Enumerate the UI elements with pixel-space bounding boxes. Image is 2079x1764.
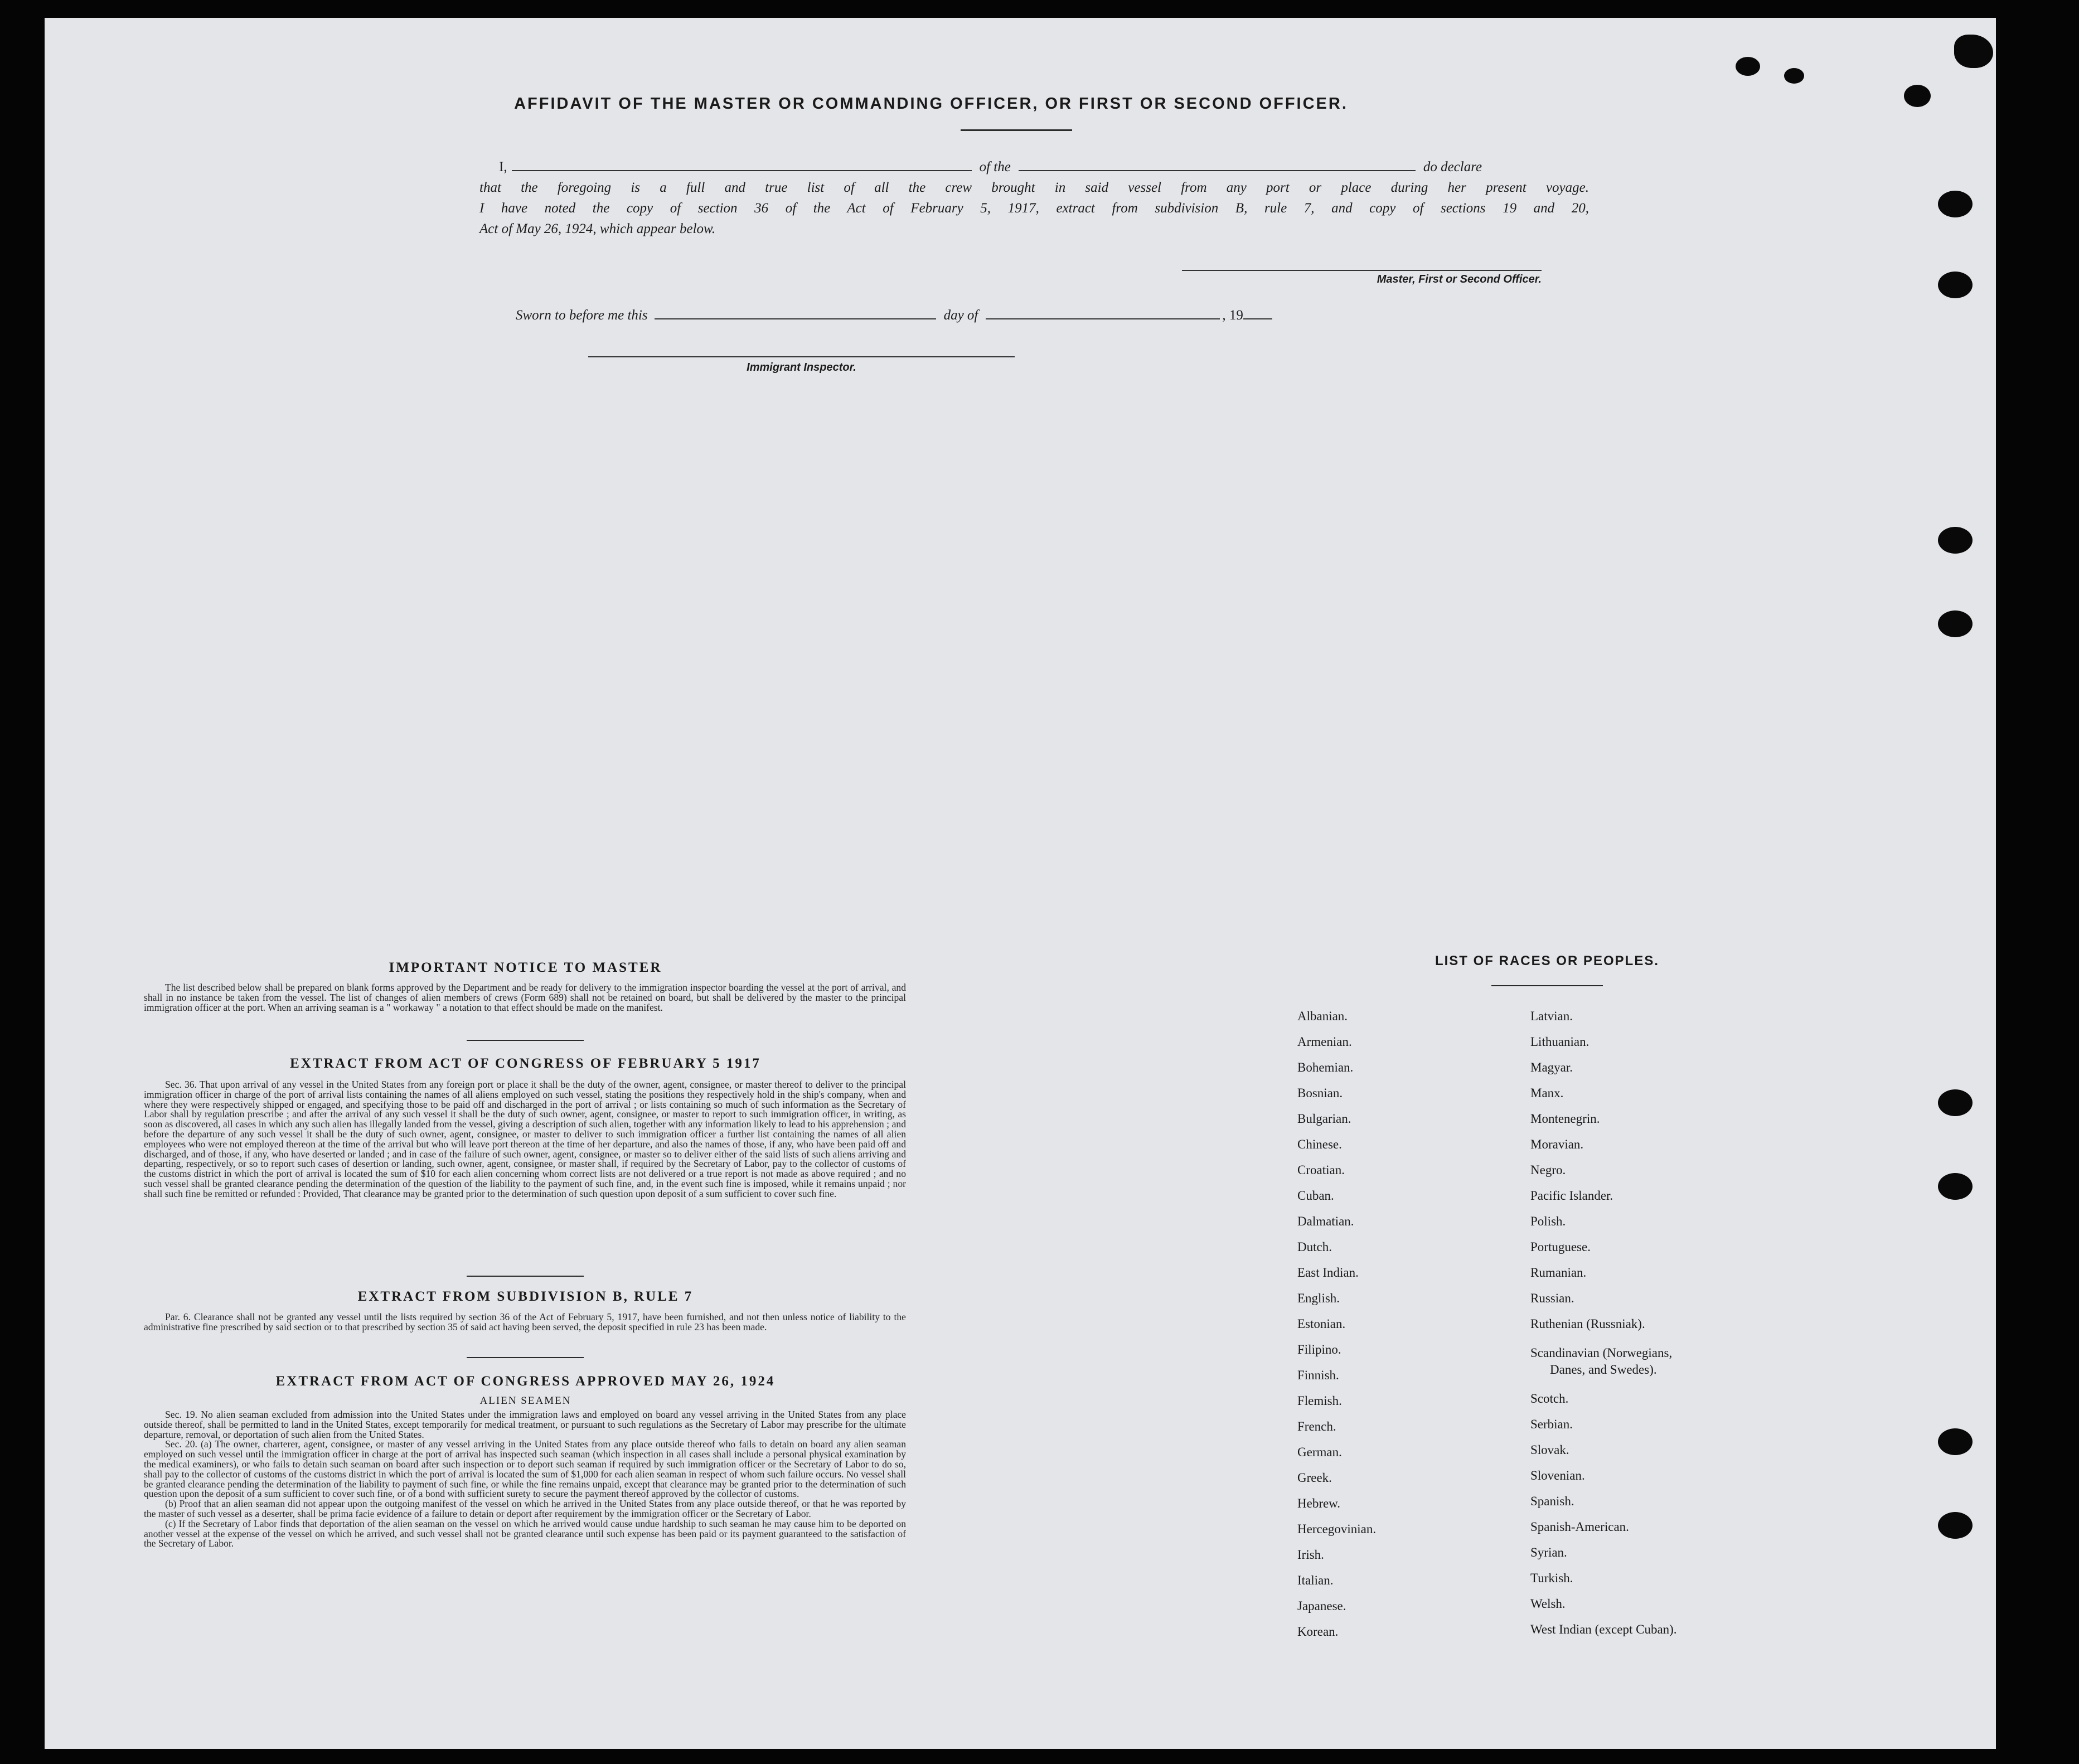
rule-7-title: EXTRACT FROM SUBDIVISION B, RULE 7: [357, 1289, 694, 1304]
race-item: Albanian.: [1297, 1009, 1348, 1023]
race-item: Danes, and Swedes).: [1550, 1363, 1657, 1377]
race-item: Slovenian.: [1530, 1469, 1585, 1482]
sworn-label: Sworn to before me this: [516, 308, 648, 323]
rule-7-body: [144, 1312, 906, 1332]
sworn-year-field[interactable]: [1243, 316, 1272, 319]
race-item: Serbian.: [1530, 1417, 1573, 1431]
race-item: Flemish.: [1297, 1394, 1342, 1408]
race-item: Pacific Islander.: [1530, 1189, 1613, 1203]
declaration-line-4: Act of May 26, 1924, which appear below.: [479, 221, 716, 236]
punch-hole: [1904, 85, 1931, 107]
sworn-day-field[interactable]: [655, 316, 936, 319]
affidavit-title: AFFIDAVIT OF THE MASTER OR COMMANDING OFFICER, OR FIRST OR SECOND OFFICER.: [514, 95, 1348, 113]
race-item: Turkish.: [1530, 1571, 1573, 1585]
race-item: Ruthenian (Russniak).: [1530, 1317, 1645, 1331]
day-of-label: day of: [943, 308, 978, 323]
race-item: French.: [1297, 1419, 1336, 1433]
race-item: Dutch.: [1297, 1240, 1332, 1254]
section-divider: [467, 1357, 584, 1358]
race-item: Japanese.: [1297, 1599, 1346, 1613]
race-item: Latvian.: [1530, 1009, 1573, 1023]
race-item: Filipino.: [1297, 1343, 1341, 1356]
race-item: Magyar.: [1530, 1060, 1573, 1074]
race-item: Negro.: [1530, 1163, 1566, 1177]
extract-1917-title: EXTRACT FROM ACT OF CONGRESS OF FEBRUARY 5 1917: [290, 1056, 761, 1071]
extract-1924-title: EXTRACT FROM ACT OF CONGRESS APPROVED MAY 26, 1924: [275, 1374, 776, 1389]
sworn-line: [516, 308, 1272, 323]
declarant-prefix: I,: [499, 159, 507, 175]
race-item: Manx.: [1530, 1086, 1564, 1100]
races-title: LIST OF RACES OR PEOPLES.: [1435, 953, 1660, 968]
punch-hole: [1938, 272, 1973, 298]
race-item: Italian.: [1297, 1573, 1334, 1587]
year-prefix: , 19: [1222, 308, 1243, 323]
race-item: Croatian.: [1297, 1163, 1345, 1177]
ink-blot: [1784, 68, 1804, 84]
punch-hole: [1938, 527, 1973, 554]
punch-hole: [1938, 1512, 1973, 1539]
sec-20b-paragraph: (b) Proof that an alien seaman did not appear upon the outgoing manifest of the vessel on which he arrived in the United States from any place outside thereof, or that he was reported by the master of such vessel as a deserter, shall be prima facie evidence of a failure to detain or deport after requirement by the immigration officer or the Secretary of Labor.: [144, 1498, 906, 1519]
race-item: Dalmatian.: [1297, 1214, 1354, 1228]
par-6-paragraph: Par. 6. Clearance shall not be granted any vessel until the lists required by section 36 of the Act of February 5, 1917, have been furnished, and not then unless notice of liability to the administrative fine prescribed by said section or to that prescribed by section 35 of said act having been served, the deposit specified in rule 23 has been made.: [144, 1311, 906, 1332]
race-item: Hercegovinian.: [1297, 1522, 1377, 1536]
race-item: Chinese.: [1297, 1137, 1342, 1151]
race-item: Scotch.: [1530, 1392, 1569, 1406]
document-page: [45, 18, 1996, 1749]
race-item: Irish.: [1297, 1548, 1324, 1562]
punch-hole: [1938, 1173, 1973, 1200]
ink-blot: [1954, 35, 1993, 68]
declaration-line-3: I have noted the copy of section 36 of the Act of February 5, 1917, extract from subdivision B, rule 7, and copy of sections 19 and 20,: [479, 201, 1589, 216]
race-item: Welsh.: [1530, 1597, 1566, 1611]
race-item: Scandinavian (Norwegians,: [1530, 1346, 1673, 1360]
sec-20a-paragraph: Sec. 20. (a) The owner, charterer, agent, consignee, or master of any vessel arriving in the United States from any place outside thereof who fails to detain on board any alien seaman employed on such vessel until the immigration officer in charge at the port of arrival has inspected such seaman (which inspection in all cases shall include a personal physical examination by the medical examiners), or who fails to detain such seaman on board after such inspection or to deport such seaman if required by such immigration officer or the Secretary of Labor to do so, shall pay to the collector of customs of the customs district in which the port of arrival is located the sum of $1,000 for each alien seaman in respect of whom such failure occurs. No vessel shall be granted clearance pending the determination of the liability to payment of such fine, or while the fine remains unpaid, except that clearance may be granted prior to the determination of such question upon the deposit of a sum sufficient to cover such fine, or of a bond with sufficient surety to secure the payment thereof approved by the collector of customs.: [144, 1438, 906, 1500]
races-title-underline: [1491, 985, 1603, 986]
race-item: Lithuanian.: [1530, 1035, 1589, 1049]
sec-20c-paragraph: (c) If the Secretary of Labor finds that deportation of the alien seaman on the vessel on which he arrived would cause undue hardship to such seaman he may cause him to be deported on another vessel at the expense of the vessel on which he arrived, and such vessel shall not be granted clearance until such expense has been paid or its payment guaranteed to the satisfaction of the Secretary of Labor.: [144, 1518, 906, 1549]
race-item: Montenegrin.: [1530, 1112, 1600, 1126]
race-item: Armenian.: [1297, 1035, 1352, 1049]
extract-1924-body: [144, 1410, 906, 1549]
punch-hole: [1938, 1428, 1973, 1455]
race-item: Greek.: [1297, 1471, 1332, 1485]
ink-blot: [1736, 57, 1760, 76]
section-divider: [467, 1040, 584, 1041]
race-item: Korean.: [1297, 1625, 1339, 1639]
race-item: English.: [1297, 1291, 1340, 1305]
sec-36-paragraph: Sec. 36. That upon arrival of any vessel in the United States from any foreign port or place it shall be the duty of the owner, agent, consignee, or master thereof to deliver to the principal immigration officer in charge of the port of arrival lists containing the names of all aliens employed on such vessel, stating the positions they respectively hold in the ship's company, when and where they were respectively shipped or engaged, and specifying those to be paid off and discharged in the port of arrival ; or lists containing so much of such information as the Secretary of Labor shall by regulation prescribe ; and after the arrival of any such vessel it shall be the duty of such owner, agent, consignee, or master to report to such immigration officer, in writing, as soon as discovered, all cases in which any such alien has illegally landed from the vessel, giving a description of such alien, together with any information likely to lead to his apprehension ; and before the departure of any such vessel it shall be the duty of such owner, agent, consignee, or master to deliver to such immigration officer a further list containing the names of all alien employees who were not employed thereon at the time of the arrival but who will leave port thereon at the time of her departure, and also the names of those, if any, who have been paid off and discharged, and of those, if any, who have deserted or landed ; and in case of the failure of such owner, agent, consignee, or master so to deliver either of the said lists of such aliens arriving and departing, respectively, or so to report such cases of desertion or landing, such owner, agent, consignee, or master shall, if required by the Secretary of Labor, pay to the collector of customs of the customs district in which the port of arrival is located the sum of $10 for each alien concerning whom correct lists are not delivered or a true report is not made as above required ; and no such vessel shall be granted clearance pending the determination of the question of the liability to the payment of such fine, and, in the event such fine is imposed, while it remains unpaid ; nor shall such fine be remitted or refunded : Provided, That clearance may be granted prior to the determination of such question upon deposit of a sum sufficient to cover such fine.: [144, 1079, 906, 1199]
race-item: Slovak.: [1530, 1443, 1569, 1457]
race-item: Cuban.: [1297, 1189, 1334, 1203]
extract-1917-body: [144, 1080, 906, 1199]
race-item: Estonian.: [1297, 1317, 1346, 1331]
of-the-label: of the: [979, 159, 1011, 175]
race-item: Bohemian.: [1297, 1060, 1354, 1074]
punch-hole: [1938, 610, 1973, 637]
title-underline: [961, 129, 1072, 131]
race-item: Russian.: [1530, 1291, 1574, 1305]
inspector-signature-line[interactable]: [588, 355, 1015, 357]
declaration-line-1: [479, 159, 1589, 175]
do-declare-label: do declare: [1423, 159, 1482, 175]
race-item: Bosnian.: [1297, 1086, 1343, 1100]
race-item: Portuguese.: [1530, 1240, 1591, 1254]
notice-title: IMPORTANT NOTICE TO MASTER: [389, 960, 662, 975]
vessel-name-field[interactable]: [1019, 168, 1416, 171]
race-item: Bulgarian.: [1297, 1112, 1351, 1126]
master-signature-line[interactable]: [1182, 269, 1542, 271]
punch-hole: [1938, 191, 1973, 217]
sworn-month-field[interactable]: [986, 316, 1220, 319]
race-item: East Indian.: [1297, 1266, 1359, 1280]
race-item: Finnish.: [1297, 1368, 1339, 1382]
notice-paragraph: The list described below shall be prepared on blank forms approved by the Department and be ready for delivery to the immigration inspector boarding the vessel at the port of arrival, and shall in no instance be taken from the vessel. The list of changes of alien members of crews (Form 689) shall not be retained on board, but shall be delivered by the master to the principal immigration officer at the port. When an arriving seaman is a " workaway " a notation to that effect should be made on the manifest.: [144, 982, 906, 1013]
declaration-line-2: that the foregoing is a full and true list of all the crew brought in said vessel from any port or place during her present voyage.: [479, 180, 1589, 195]
race-item: Moravian.: [1530, 1137, 1584, 1151]
declarant-name-field[interactable]: [512, 168, 972, 171]
race-item: Spanish.: [1530, 1494, 1574, 1508]
race-item: Syrian.: [1530, 1545, 1567, 1559]
sec-19-paragraph: Sec. 19. No alien seaman excluded from admission into the United States under the immigration laws and employed on board any vessel arriving in the United States from any place outside thereof, shall be permitted to land in the United States, except temporarily for medical treatment, or pursuant to such regulations as the Secretary of Labor may prescribe for the ultimate departure, removal, or deportation of such alien from the United States.: [144, 1409, 906, 1440]
notice-body: [144, 983, 906, 1012]
alien-seamen-subtitle: ALIEN SEAMEN: [479, 1395, 571, 1407]
race-item: German.: [1297, 1445, 1342, 1459]
race-item: West Indian (except Cuban).: [1530, 1622, 1677, 1636]
inspector-signature-label: Immigrant Inspector.: [747, 361, 856, 374]
section-divider: [467, 1276, 584, 1277]
race-item: Rumanian.: [1530, 1266, 1587, 1280]
master-signature-label: Master, First or Second Officer.: [1377, 273, 1542, 285]
race-item: Spanish-American.: [1530, 1520, 1629, 1534]
race-item: Polish.: [1530, 1214, 1566, 1228]
punch-hole: [1938, 1089, 1973, 1116]
race-item: Hebrew.: [1297, 1496, 1341, 1510]
